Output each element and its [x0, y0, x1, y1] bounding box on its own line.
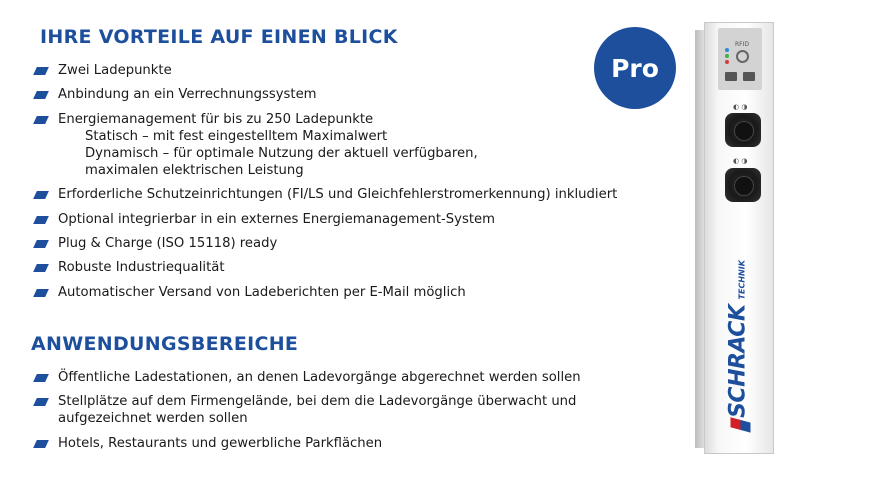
list-item: [32, 369, 581, 386]
bullet-icon: [33, 264, 49, 272]
list-item: [32, 435, 581, 452]
socket-plug-icon: [734, 121, 754, 141]
bullet-icon: [33, 440, 49, 448]
list-item: [32, 259, 617, 276]
brand-name: SCHRACK: [725, 304, 751, 418]
status-led-icon: [725, 54, 729, 58]
rfid-reader-icon: [736, 50, 749, 63]
applications-heading: ANWENDUNGSBEREICHE: [31, 333, 299, 355]
list-item: [32, 111, 617, 179]
list-item-text: Energiemanagement für bis zu 250 Ladepunkte: [58, 111, 374, 127]
bullet-icon: [33, 67, 49, 75]
bullet-icon: [33, 240, 49, 248]
list-item-text: Stellplätze auf dem Firmengelände, bei dem die Ladevorgänge überwacht und aufgezeichnet werden sollen: [58, 394, 577, 427]
list-item: [32, 211, 617, 228]
panel-button-left: [725, 72, 737, 81]
socket-symbol-icon: ◐ ◑: [733, 103, 748, 111]
pro-badge: Pro: [594, 27, 676, 109]
list-item-text: Robuste Industriequalität: [58, 260, 225, 276]
list-item-text: Automatischer Versand von Ladeberichten per E-Mail möglich: [58, 284, 466, 300]
bullet-icon: [33, 216, 49, 224]
socket-symbol-icon: ◐ ◑: [733, 157, 748, 165]
bullet-icon: [33, 289, 49, 297]
benefits-list: [32, 62, 617, 308]
brand-subtitle: TECHNIK: [737, 260, 747, 300]
bullet-icon: [33, 398, 49, 406]
list-item-text: Optional integrierbar in ein externes Energiemanagement-System: [58, 211, 495, 227]
list-item: [32, 86, 617, 103]
bullet-icon: [33, 191, 49, 199]
list-item-text: Zwei Ladepunkte: [58, 63, 172, 78]
applications-list: [32, 369, 581, 459]
sub-item-dynamic-cont: maximalen elektrischen Leistung: [85, 162, 304, 178]
rfid-label: RFID: [735, 41, 750, 48]
bullet-icon: [33, 116, 49, 124]
list-item-text: Hotels, Restaurants und gewerbliche Parkflächen: [58, 435, 383, 451]
list-item: [32, 62, 617, 79]
list-item: [32, 186, 617, 203]
socket-plug-icon: [734, 176, 754, 196]
list-item: [32, 393, 578, 427]
bullet-icon: [33, 91, 49, 99]
charging-socket-icon: [725, 113, 761, 147]
bullet-icon: [33, 374, 49, 382]
list-item: [32, 235, 617, 252]
charging-socket-icon: [725, 168, 761, 202]
list-item-text: Erforderliche Schutzeinrichtungen (FI/LS und Gleichfehlerstromerkennung) inkludiert: [58, 187, 618, 203]
list-item-text: Anbindung an ein Verrechnungssystem: [58, 87, 317, 103]
sub-item-dynamic: Dynamisch – für optimale Nutzung der aktuell verfügbaren,: [85, 145, 478, 161]
status-led-icon: [725, 60, 729, 64]
list-item-text: Plug & Charge (ISO 15118) ready: [58, 235, 278, 251]
list-item: [32, 284, 617, 301]
list-item-text: Öffentliche Ladestationen, an denen Ladevorgänge abgerechnet werden sollen: [58, 370, 581, 385]
sub-item-static: Statisch – mit fest eingestelltem Maximalwert: [85, 128, 388, 144]
panel-button-right: [743, 72, 755, 81]
benefits-heading: IHRE VORTEILE AUF EINEN BLICK: [40, 26, 398, 48]
status-led-icon: [725, 48, 729, 52]
schrack-logo: [726, 260, 751, 430]
